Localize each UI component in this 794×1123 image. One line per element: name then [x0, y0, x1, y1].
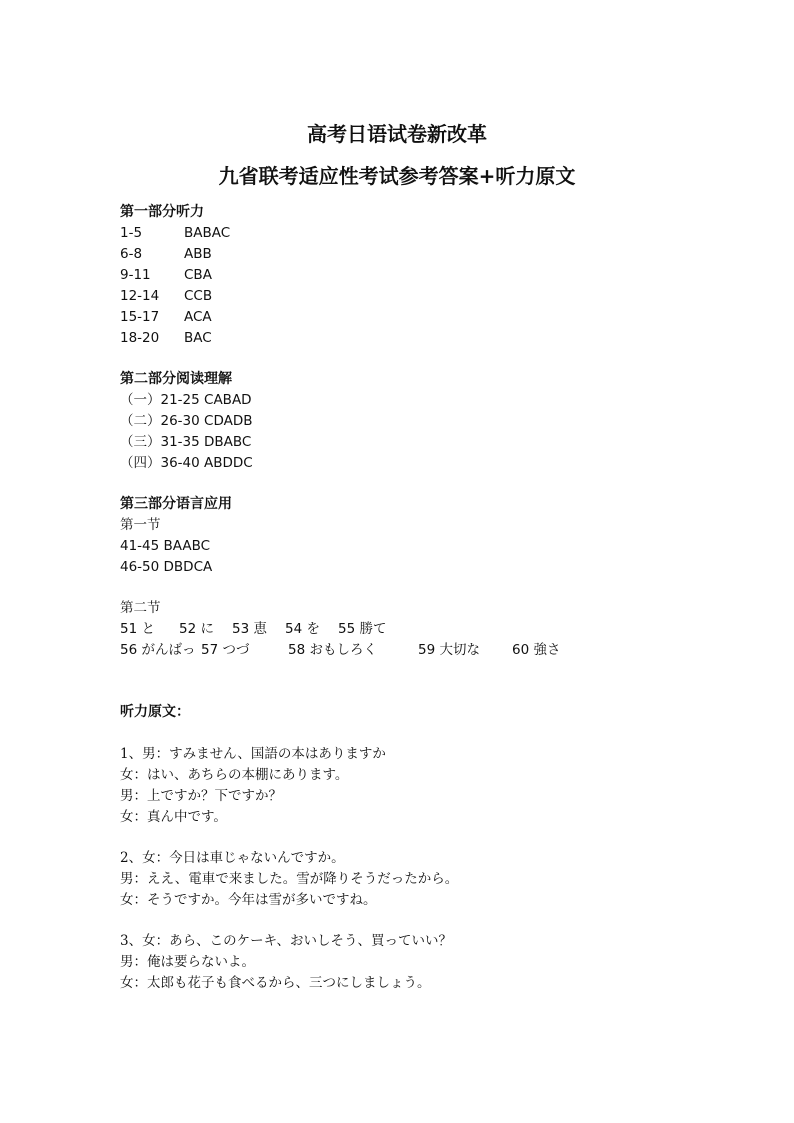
answer-range: 12-14 [120, 288, 160, 304]
fill-answer: 53 恵 [232, 621, 267, 637]
reading-answer-row: （二）26-30 CDADB [120, 413, 253, 429]
answer-range: 6-8 [120, 246, 143, 262]
fill-answer: 52 に [179, 621, 214, 637]
section1-label: 第一节 [120, 517, 161, 533]
dialogue-line: 男：俺は要らないよ。 [120, 954, 255, 970]
section2-label: 第二节 [120, 600, 161, 616]
listening-heading: 听力原文： [120, 704, 190, 720]
answer-key: CCB [184, 288, 213, 304]
fill-answer: 56 がんばっ [120, 642, 196, 658]
dialogue-line: 2、女：今日は車じゃないんですか。 [120, 850, 345, 866]
dialogue-line: 1、男：すみません、国語の本はありますか [120, 746, 386, 762]
answer-key: ABB [184, 246, 212, 262]
dialogue-line: 女：はい、あちらの本棚にあります。 [120, 767, 349, 783]
language-answer-row: 41-45 BAABC [120, 538, 211, 554]
fill-answer: 58 おもしろく [288, 642, 377, 658]
dialogue-line: 女：そうですか。今年は雪が多いですね。 [120, 892, 377, 908]
reading-answer-row: （四）36-40 ABDDC [120, 455, 253, 471]
document-title: 高考日语试卷新改革 [307, 122, 487, 146]
reading-answer-row: （三）31-35 DBABC [120, 434, 252, 450]
fill-answer: 55 勝て [338, 621, 387, 637]
answer-key: BABAC [184, 225, 231, 241]
fill-answer: 57 つづ [201, 642, 250, 658]
part1-heading: 第一部分听力 [120, 204, 204, 220]
answer-key: ACA [184, 309, 212, 325]
dialogue-line: 男：ええ、電車で来ました。雪が降りそうだったから。 [120, 871, 459, 887]
answer-range: 1-5 [120, 225, 143, 241]
answer-range: 9-11 [120, 267, 151, 283]
fill-answer: 59 大切な [418, 642, 480, 658]
fill-answer: 60 強さ [512, 642, 561, 658]
dialogue-line: 男：上ですか？下ですか？ [120, 788, 282, 804]
dialogue-line: 女：真ん中です。 [120, 809, 227, 825]
reading-answer-row: （一）21-25 CABAD [120, 392, 252, 408]
document-subtitle: 九省联考适应性考试参考答案+听力原文 [218, 164, 576, 188]
answer-range: 15-17 [120, 309, 160, 325]
part2-heading: 第二部分阅读理解 [120, 371, 232, 387]
part3-heading: 第三部分语言应用 [120, 496, 232, 512]
answer-range: 18-20 [120, 330, 160, 346]
fill-answer: 54 を [285, 621, 320, 637]
answer-key: BAC [184, 330, 212, 346]
fill-answer: 51 と [120, 621, 155, 637]
dialogue-line: 女：太郎も花子も食べるから、三つにしましょう。 [120, 975, 431, 991]
dialogue-line: 3、女：あら、このケーキ、おいしそう、買っていい？ [120, 933, 453, 949]
answer-key: CBA [184, 267, 212, 283]
language-answer-row: 46-50 DBDCA [120, 559, 213, 575]
